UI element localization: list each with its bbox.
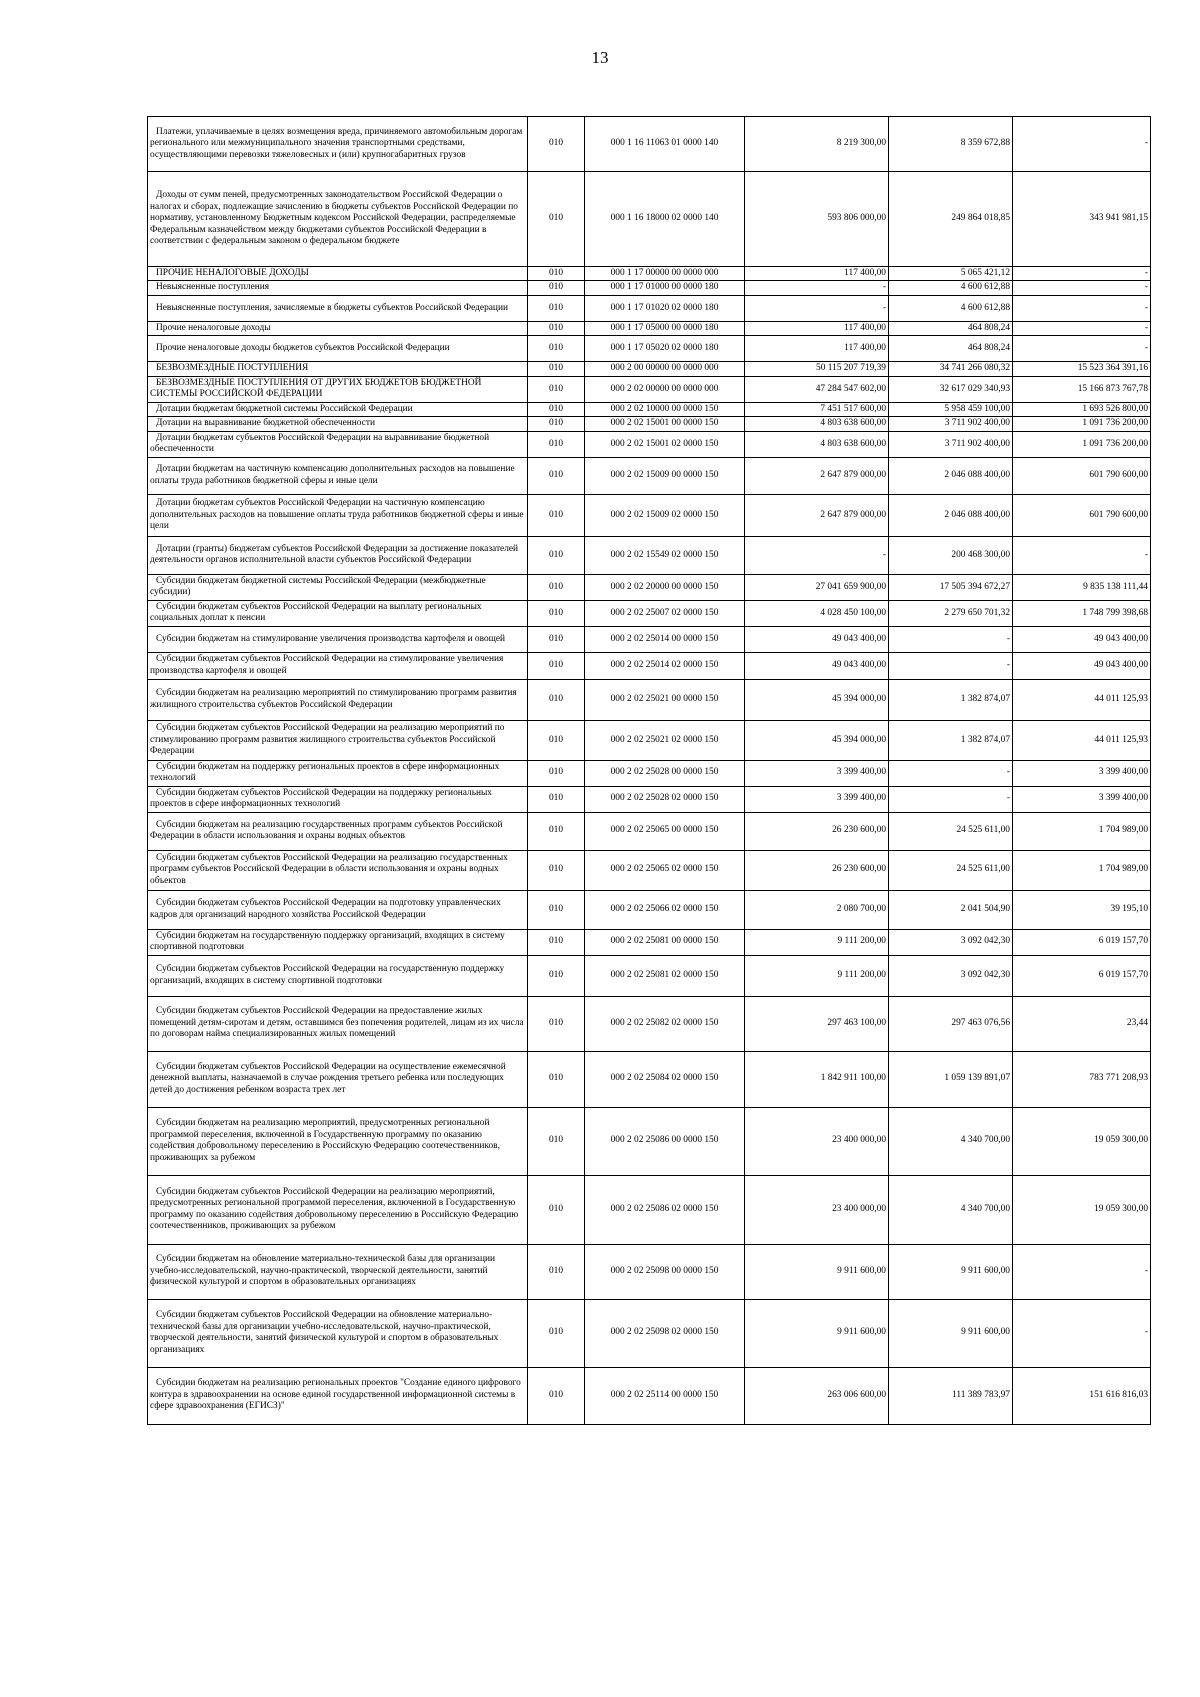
- row-name-cell: Субсидии бюджетам субъектов Российской Федерации на реализацию государственных программ субъектов Российской Федерации в области использования и охраны водных объектов: [148, 850, 528, 890]
- row-kbk-cell: 000 2 02 15009 00 0000 150: [585, 457, 745, 494]
- row-kbk-cell: 000 2 02 25014 02 0000 150: [585, 652, 745, 679]
- table-row: [148, 955, 1151, 996]
- row-name-cell: Субсидии бюджетам субъектов Российской Федерации на обновление материально-технической базы для организации учебно-исследовательской, научно-практической, творческой деятельности, занятий физической культурой и спортом в образовательных организациях: [148, 1299, 528, 1367]
- row-remaining-cell: 23,44: [1013, 996, 1151, 1051]
- row-name-cell: Доходы от сумм пеней, предусмотренных законодательством Российской Федерации о налогах и сборах, подлежащие зачислению в бюджеты субъектов Российской Федерации по нормативу, установленному Бюджетным кодексом Российской Федерации, распределяемые Федеральным казначейством между бюджетами субъектов Российской Федерации в соответствии с федеральным законом о федеральном бюджете: [148, 172, 528, 267]
- row-kbk-cell: 000 2 02 25081 02 0000 150: [585, 955, 745, 996]
- row-approved-cell: 9 111 200,00: [745, 955, 889, 996]
- row-remaining-cell: 49 043 400,00: [1013, 652, 1151, 679]
- row-approved-cell: -: [745, 295, 889, 321]
- table-row: [148, 850, 1151, 890]
- row-name-cell: Невыясненные поступления, зачисляемые в бюджеты субъектов Российской Федерации: [148, 295, 528, 321]
- row-approved-cell: 117 400,00: [745, 321, 889, 335]
- row-code-cell: 010: [528, 626, 585, 652]
- row-executed-cell: 464 808,24: [889, 321, 1013, 335]
- row-name-cell: Субсидии бюджетам субъектов Российской Федерации на государственную поддержку организаций, входящих в систему спортивной подготовки: [148, 955, 528, 996]
- row-approved-cell: 8 219 300,00: [745, 117, 889, 172]
- table-row: [148, 376, 1151, 402]
- row-kbk-cell: 000 2 00 00000 00 0000 000: [585, 362, 745, 376]
- row-approved-cell: 117 400,00: [745, 336, 889, 362]
- table-row: [148, 281, 1151, 295]
- row-name-cell: Субсидии бюджетам субъектов Российской Федерации на реализацию мероприятий по стимулированию программ развития жилищного строительства субъектов Российской Федерации: [148, 720, 528, 760]
- row-name-cell: Субсидии бюджетам бюджетной системы Российской Федерации (межбюджетные субсидии): [148, 574, 528, 600]
- row-code-cell: 010: [528, 295, 585, 321]
- row-name-cell: Субсидии бюджетам субъектов Российской Федерации на осуществление ежемесячной денежной выплаты, назначаемой в случае рождения третьего ребенка или последующих детей до достижения ребенком возраста трех лет: [148, 1051, 528, 1107]
- row-executed-cell: 4 340 700,00: [889, 1175, 1013, 1244]
- row-remaining-cell: 6 019 157,70: [1013, 955, 1151, 996]
- row-executed-cell: 3 092 042,30: [889, 929, 1013, 955]
- row-kbk-cell: 000 1 16 11063 01 0000 140: [585, 117, 745, 172]
- row-code-cell: 010: [528, 652, 585, 679]
- row-remaining-cell: -: [1013, 267, 1151, 281]
- row-code-cell: 010: [528, 267, 585, 281]
- row-remaining-cell: 19 059 300,00: [1013, 1175, 1151, 1244]
- row-name-cell: Субсидии бюджетам субъектов Российской Федерации на предоставление жилых помещений детям-сиротам и детям, оставшимся без попечения родителей, лицам из их числа по договорам найма специализированных жилых помещений: [148, 996, 528, 1051]
- row-code-cell: 010: [528, 536, 585, 574]
- row-remaining-cell: 1 693 526 800,00: [1013, 402, 1151, 416]
- row-name-cell: Субсидии бюджетам субъектов Российской Федерации на подготовку управленческих кадров для организаций народного хозяйства Российской Федерации: [148, 890, 528, 929]
- row-kbk-cell: 000 2 02 25114 00 0000 150: [585, 1367, 745, 1424]
- row-name-cell: Субсидии бюджетам на реализацию мероприятий по стимулированию программ развития жилищного строительства субъектов Российской Федерации: [148, 679, 528, 720]
- row-executed-cell: 4 600 612,88: [889, 281, 1013, 295]
- row-approved-cell: 2 080 700,00: [745, 890, 889, 929]
- row-executed-cell: 200 468 300,00: [889, 536, 1013, 574]
- row-code-cell: 010: [528, 720, 585, 760]
- row-executed-cell: 464 808,24: [889, 336, 1013, 362]
- row-executed-cell: -: [889, 760, 1013, 786]
- row-name-cell: Субсидии бюджетам на реализацию мероприятий, предусмотренных региональной программой переселения, включенной в Государственную программу по оказанию содействия добровольному переселению в Российскую Федерацию соотечественников, проживающих за рубежом: [148, 1107, 528, 1175]
- row-name-cell: Прочие неналоговые доходы бюджетов субъектов Российской Федерации: [148, 336, 528, 362]
- table-row: [148, 402, 1151, 416]
- row-remaining-cell: 15 523 364 391,16: [1013, 362, 1151, 376]
- row-executed-cell: 34 741 266 080,32: [889, 362, 1013, 376]
- row-code-cell: 010: [528, 402, 585, 416]
- row-name-cell: Субсидии бюджетам субъектов Российской Федерации на реализацию мероприятий, предусмотренных региональной программой переселения, включенной в Государственную программу по оказанию содействия добровольному переселению в Российскую Федерацию соотечественников, проживающих за рубежом: [148, 1175, 528, 1244]
- row-name-cell: Субсидии бюджетам на государственную поддержку организаций, входящих в систему спортивной подготовки: [148, 929, 528, 955]
- row-name-cell: Субсидии бюджетам на реализацию государственных программ субъектов Российской Федерации в области использования и охраны водных объектов: [148, 812, 528, 850]
- row-approved-cell: -: [745, 281, 889, 295]
- table-row: [148, 494, 1151, 536]
- table-row: [148, 1107, 1151, 1175]
- row-name-cell: БЕЗВОЗМЕЗДНЫЕ ПОСТУПЛЕНИЯ ОТ ДРУГИХ БЮДЖЕТОВ БЮДЖЕТНОЙ СИСТЕМЫ РОССИЙСКОЙ ФЕДЕРАЦИИ: [148, 376, 528, 402]
- table-row: [148, 679, 1151, 720]
- table-row: [148, 117, 1151, 172]
- table-row: [148, 172, 1151, 267]
- table-row: [148, 574, 1151, 600]
- row-remaining-cell: 783 771 208,93: [1013, 1051, 1151, 1107]
- row-executed-cell: 2 046 088 400,00: [889, 457, 1013, 494]
- table-row: [148, 1367, 1151, 1424]
- row-approved-cell: 593 806 000,00: [745, 172, 889, 267]
- row-kbk-cell: 000 2 02 25066 02 0000 150: [585, 890, 745, 929]
- table-row: [148, 457, 1151, 494]
- row-approved-cell: 3 399 400,00: [745, 760, 889, 786]
- row-code-cell: 010: [528, 1367, 585, 1424]
- row-remaining-cell: 3 399 400,00: [1013, 786, 1151, 812]
- row-kbk-cell: 000 1 16 18000 02 0000 140: [585, 172, 745, 267]
- row-executed-cell: 17 505 394 672,27: [889, 574, 1013, 600]
- row-executed-cell: -: [889, 626, 1013, 652]
- row-kbk-cell: 000 2 02 20000 00 0000 150: [585, 574, 745, 600]
- row-remaining-cell: 1 704 989,00: [1013, 850, 1151, 890]
- row-code-cell: 010: [528, 1107, 585, 1175]
- row-executed-cell: 111 389 783,97: [889, 1367, 1013, 1424]
- row-executed-cell: 1 382 874,07: [889, 679, 1013, 720]
- row-remaining-cell: 19 059 300,00: [1013, 1107, 1151, 1175]
- row-approved-cell: 26 230 600,00: [745, 812, 889, 850]
- row-name-cell: Невыясненные поступления: [148, 281, 528, 295]
- table-row: [148, 626, 1151, 652]
- table-row: [148, 1175, 1151, 1244]
- row-code-cell: 010: [528, 431, 585, 457]
- row-code-cell: 010: [528, 336, 585, 362]
- row-remaining-cell: 3 399 400,00: [1013, 760, 1151, 786]
- table-row: [148, 996, 1151, 1051]
- row-name-cell: Прочие неналоговые доходы: [148, 321, 528, 335]
- row-code-cell: 010: [528, 494, 585, 536]
- row-kbk-cell: 000 2 02 15549 02 0000 150: [585, 536, 745, 574]
- row-code-cell: 010: [528, 955, 585, 996]
- row-approved-cell: 49 043 400,00: [745, 626, 889, 652]
- row-approved-cell: 7 451 517 600,00: [745, 402, 889, 416]
- row-name-cell: ПРОЧИЕ НЕНАЛОГОВЫЕ ДОХОДЫ: [148, 267, 528, 281]
- table-row: [148, 1051, 1151, 1107]
- row-remaining-cell: -: [1013, 281, 1151, 295]
- row-name-cell: Субсидии бюджетам на реализацию региональных проектов "Создание единого цифрового контура в здравоохранении на основе единой государственной информационной системы в сфере здравоохранения (ЕГИСЗ)": [148, 1367, 528, 1424]
- table-row: [148, 321, 1151, 335]
- row-code-cell: 010: [528, 929, 585, 955]
- row-name-cell: Дотации бюджетам субъектов Российской Федерации на частичную компенсацию дополнительных расходов на повышение оплаты труда работников бюджетной сферы и иные цели: [148, 494, 528, 536]
- row-approved-cell: 1 842 911 100,00: [745, 1051, 889, 1107]
- row-executed-cell: 4 600 612,88: [889, 295, 1013, 321]
- row-name-cell: Платежи, уплачиваемые в целях возмещения вреда, причиняемого автомобильным дорогам регионального или межмуниципального значения транспортными средствами, осуществляющими перевозки тяжеловесных и (или) крупногабаритных грузов: [148, 117, 528, 172]
- table-row: [148, 652, 1151, 679]
- row-code-cell: 010: [528, 321, 585, 335]
- row-remaining-cell: -: [1013, 1244, 1151, 1299]
- table-row: [148, 362, 1151, 376]
- row-executed-cell: 3 711 902 400,00: [889, 417, 1013, 431]
- row-kbk-cell: 000 2 02 00000 00 0000 000: [585, 376, 745, 402]
- row-remaining-cell: 343 941 981,15: [1013, 172, 1151, 267]
- row-approved-cell: 4 803 638 600,00: [745, 431, 889, 457]
- row-approved-cell: 49 043 400,00: [745, 652, 889, 679]
- row-approved-cell: 23 400 000,00: [745, 1175, 889, 1244]
- table-row: [148, 1299, 1151, 1367]
- row-kbk-cell: 000 2 02 10000 00 0000 150: [585, 402, 745, 416]
- row-kbk-cell: 000 1 17 01020 02 0000 180: [585, 295, 745, 321]
- row-kbk-cell: 000 2 02 25098 00 0000 150: [585, 1244, 745, 1299]
- row-name-cell: Дотации бюджетам на частичную компенсацию дополнительных расходов на повышение оплаты труда работников бюджетной сферы и иные цели: [148, 457, 528, 494]
- row-remaining-cell: -: [1013, 536, 1151, 574]
- row-remaining-cell: -: [1013, 1299, 1151, 1367]
- row-approved-cell: 27 041 659 900,00: [745, 574, 889, 600]
- row-approved-cell: 297 463 100,00: [745, 996, 889, 1051]
- row-remaining-cell: 6 019 157,70: [1013, 929, 1151, 955]
- row-kbk-cell: 000 2 02 25084 02 0000 150: [585, 1051, 745, 1107]
- row-remaining-cell: 601 790 600,00: [1013, 494, 1151, 536]
- table-row: [148, 267, 1151, 281]
- row-executed-cell: 9 911 600,00: [889, 1299, 1013, 1367]
- row-name-cell: Дотации бюджетам субъектов Российской Федерации на выравнивание бюджетной обеспеченности: [148, 431, 528, 457]
- row-code-cell: 010: [528, 996, 585, 1051]
- row-executed-cell: 24 525 611,00: [889, 850, 1013, 890]
- row-kbk-cell: 000 1 17 05020 02 0000 180: [585, 336, 745, 362]
- row-approved-cell: 2 647 879 000,00: [745, 457, 889, 494]
- row-kbk-cell: 000 2 02 25028 02 0000 150: [585, 786, 745, 812]
- row-code-cell: 010: [528, 1175, 585, 1244]
- row-remaining-cell: 49 043 400,00: [1013, 626, 1151, 652]
- table-row: [148, 1244, 1151, 1299]
- row-name-cell: Субсидии бюджетам субъектов Российской Федерации на выплату региональных социальных доплат к пенсии: [148, 600, 528, 626]
- row-remaining-cell: -: [1013, 336, 1151, 362]
- row-kbk-cell: 000 2 02 25081 00 0000 150: [585, 929, 745, 955]
- row-code-cell: 010: [528, 1051, 585, 1107]
- row-remaining-cell: 9 835 138 111,44: [1013, 574, 1151, 600]
- row-approved-cell: 117 400,00: [745, 267, 889, 281]
- row-approved-cell: 45 394 000,00: [745, 679, 889, 720]
- row-executed-cell: -: [889, 652, 1013, 679]
- row-remaining-cell: -: [1013, 321, 1151, 335]
- table-row: [148, 786, 1151, 812]
- row-remaining-cell: 15 166 873 767,78: [1013, 376, 1151, 402]
- row-remaining-cell: 1 748 799 398,68: [1013, 600, 1151, 626]
- row-kbk-cell: 000 1 17 05000 00 0000 180: [585, 321, 745, 335]
- row-remaining-cell: -: [1013, 117, 1151, 172]
- page-number: 13: [591, 48, 609, 67]
- row-executed-cell: 8 359 672,88: [889, 117, 1013, 172]
- row-remaining-cell: 1 091 736 200,00: [1013, 431, 1151, 457]
- row-name-cell: Субсидии бюджетам субъектов Российской Федерации на поддержку региональных проектов в сфере информационных технологий: [148, 786, 528, 812]
- row-kbk-cell: 000 2 02 25086 00 0000 150: [585, 1107, 745, 1175]
- row-executed-cell: -: [889, 786, 1013, 812]
- row-code-cell: 010: [528, 890, 585, 929]
- row-code-cell: 010: [528, 376, 585, 402]
- table-row: [148, 812, 1151, 850]
- row-executed-cell: 5 958 459 100,00: [889, 402, 1013, 416]
- row-approved-cell: 26 230 600,00: [745, 850, 889, 890]
- row-name-cell: Субсидии бюджетам на обновление материально-технической базы для организации учебно-исследовательской, научно-практической, творческой деятельности, занятий физической культурой и спортом в образовательных организациях: [148, 1244, 528, 1299]
- row-remaining-cell: 1 704 989,00: [1013, 812, 1151, 850]
- row-code-cell: 010: [528, 417, 585, 431]
- row-kbk-cell: 000 2 02 25065 00 0000 150: [585, 812, 745, 850]
- row-code-cell: 010: [528, 812, 585, 850]
- row-code-cell: 010: [528, 281, 585, 295]
- table-row: [148, 760, 1151, 786]
- table-row: [148, 295, 1151, 321]
- row-code-cell: 010: [528, 850, 585, 890]
- row-executed-cell: 4 340 700,00: [889, 1107, 1013, 1175]
- row-code-cell: 010: [528, 574, 585, 600]
- row-kbk-cell: 000 2 02 25028 00 0000 150: [585, 760, 745, 786]
- row-kbk-cell: 000 1 17 01000 00 0000 180: [585, 281, 745, 295]
- row-kbk-cell: 000 1 17 00000 00 0000 000: [585, 267, 745, 281]
- row-code-cell: 010: [528, 1299, 585, 1367]
- row-name-cell: Субсидии бюджетам субъектов Российской Федерации на стимулирование увеличения производства картофеля и овощей: [148, 652, 528, 679]
- row-executed-cell: 1 382 874,07: [889, 720, 1013, 760]
- row-executed-cell: 3 092 042,30: [889, 955, 1013, 996]
- row-kbk-cell: 000 2 02 15001 00 0000 150: [585, 417, 745, 431]
- row-name-cell: Субсидии бюджетам на стимулирование увеличения производства картофеля и овощей: [148, 626, 528, 652]
- row-executed-cell: 9 911 600,00: [889, 1244, 1013, 1299]
- table-row: [148, 890, 1151, 929]
- table-row: [148, 431, 1151, 457]
- row-kbk-cell: 000 2 02 25086 02 0000 150: [585, 1175, 745, 1244]
- revenue-table-body: [148, 117, 1151, 1425]
- row-approved-cell: 50 115 207 719,39: [745, 362, 889, 376]
- row-kbk-cell: 000 2 02 25007 02 0000 150: [585, 600, 745, 626]
- row-approved-cell: 23 400 000,00: [745, 1107, 889, 1175]
- row-approved-cell: -: [745, 536, 889, 574]
- row-executed-cell: 297 463 076,56: [889, 996, 1013, 1051]
- table-row: [148, 720, 1151, 760]
- row-code-cell: 010: [528, 679, 585, 720]
- row-remaining-cell: 44 011 125,93: [1013, 679, 1151, 720]
- row-kbk-cell: 000 2 02 15009 02 0000 150: [585, 494, 745, 536]
- row-name-cell: БЕЗВОЗМЕЗДНЫЕ ПОСТУПЛЕНИЯ: [148, 362, 528, 376]
- row-approved-cell: 9 111 200,00: [745, 929, 889, 955]
- row-code-cell: 010: [528, 600, 585, 626]
- row-code-cell: 010: [528, 362, 585, 376]
- row-name-cell: Дотации (гранты) бюджетам субъектов Российской Федерации за достижение показателей деятельности органов исполнительной власти субъектов Российской Федерации: [148, 536, 528, 574]
- table-row: [148, 336, 1151, 362]
- row-executed-cell: 32 617 029 340,93: [889, 376, 1013, 402]
- row-approved-cell: 47 284 547 602,00: [745, 376, 889, 402]
- table-row: [148, 600, 1151, 626]
- row-code-cell: 010: [528, 1244, 585, 1299]
- row-remaining-cell: 151 616 816,03: [1013, 1367, 1151, 1424]
- row-name-cell: Дотации бюджетам бюджетной системы Российской Федерации: [148, 402, 528, 416]
- table-row: [148, 929, 1151, 955]
- row-executed-cell: 5 065 421,12: [889, 267, 1013, 281]
- revenue-table: [147, 116, 1151, 1425]
- row-code-cell: 010: [528, 457, 585, 494]
- row-code-cell: 010: [528, 786, 585, 812]
- row-executed-cell: 249 864 018,85: [889, 172, 1013, 267]
- row-executed-cell: 1 059 139 891,07: [889, 1051, 1013, 1107]
- row-executed-cell: 2 046 088 400,00: [889, 494, 1013, 536]
- row-code-cell: 010: [528, 172, 585, 267]
- row-name-cell: Субсидии бюджетам на поддержку региональных проектов в сфере информационных технологий: [148, 760, 528, 786]
- row-approved-cell: 4 803 638 600,00: [745, 417, 889, 431]
- row-kbk-cell: 000 2 02 25014 00 0000 150: [585, 626, 745, 652]
- row-kbk-cell: 000 2 02 25065 02 0000 150: [585, 850, 745, 890]
- table-row: [148, 417, 1151, 431]
- row-executed-cell: 24 525 611,00: [889, 812, 1013, 850]
- row-remaining-cell: 1 091 736 200,00: [1013, 417, 1151, 431]
- row-code-cell: 010: [528, 117, 585, 172]
- row-name-cell: Дотации на выравнивание бюджетной обеспеченности: [148, 417, 528, 431]
- row-kbk-cell: 000 2 02 25021 00 0000 150: [585, 679, 745, 720]
- row-remaining-cell: 601 790 600,00: [1013, 457, 1151, 494]
- row-code-cell: 010: [528, 760, 585, 786]
- row-approved-cell: 45 394 000,00: [745, 720, 889, 760]
- row-kbk-cell: 000 2 02 15001 02 0000 150: [585, 431, 745, 457]
- row-approved-cell: 4 028 450 100,00: [745, 600, 889, 626]
- row-kbk-cell: 000 2 02 25098 02 0000 150: [585, 1299, 745, 1367]
- row-remaining-cell: -: [1013, 295, 1151, 321]
- row-remaining-cell: 39 195,10: [1013, 890, 1151, 929]
- row-approved-cell: 2 647 879 000,00: [745, 494, 889, 536]
- row-approved-cell: 3 399 400,00: [745, 786, 889, 812]
- row-remaining-cell: 44 011 125,93: [1013, 720, 1151, 760]
- row-approved-cell: 9 911 600,00: [745, 1299, 889, 1367]
- row-approved-cell: 9 911 600,00: [745, 1244, 889, 1299]
- row-executed-cell: 3 711 902 400,00: [889, 431, 1013, 457]
- table-row: [148, 536, 1151, 574]
- row-kbk-cell: 000 2 02 25082 02 0000 150: [585, 996, 745, 1051]
- row-kbk-cell: 000 2 02 25021 02 0000 150: [585, 720, 745, 760]
- row-executed-cell: 2 041 504,90: [889, 890, 1013, 929]
- row-approved-cell: 263 006 600,00: [745, 1367, 889, 1424]
- row-executed-cell: 2 279 650 701,32: [889, 600, 1013, 626]
